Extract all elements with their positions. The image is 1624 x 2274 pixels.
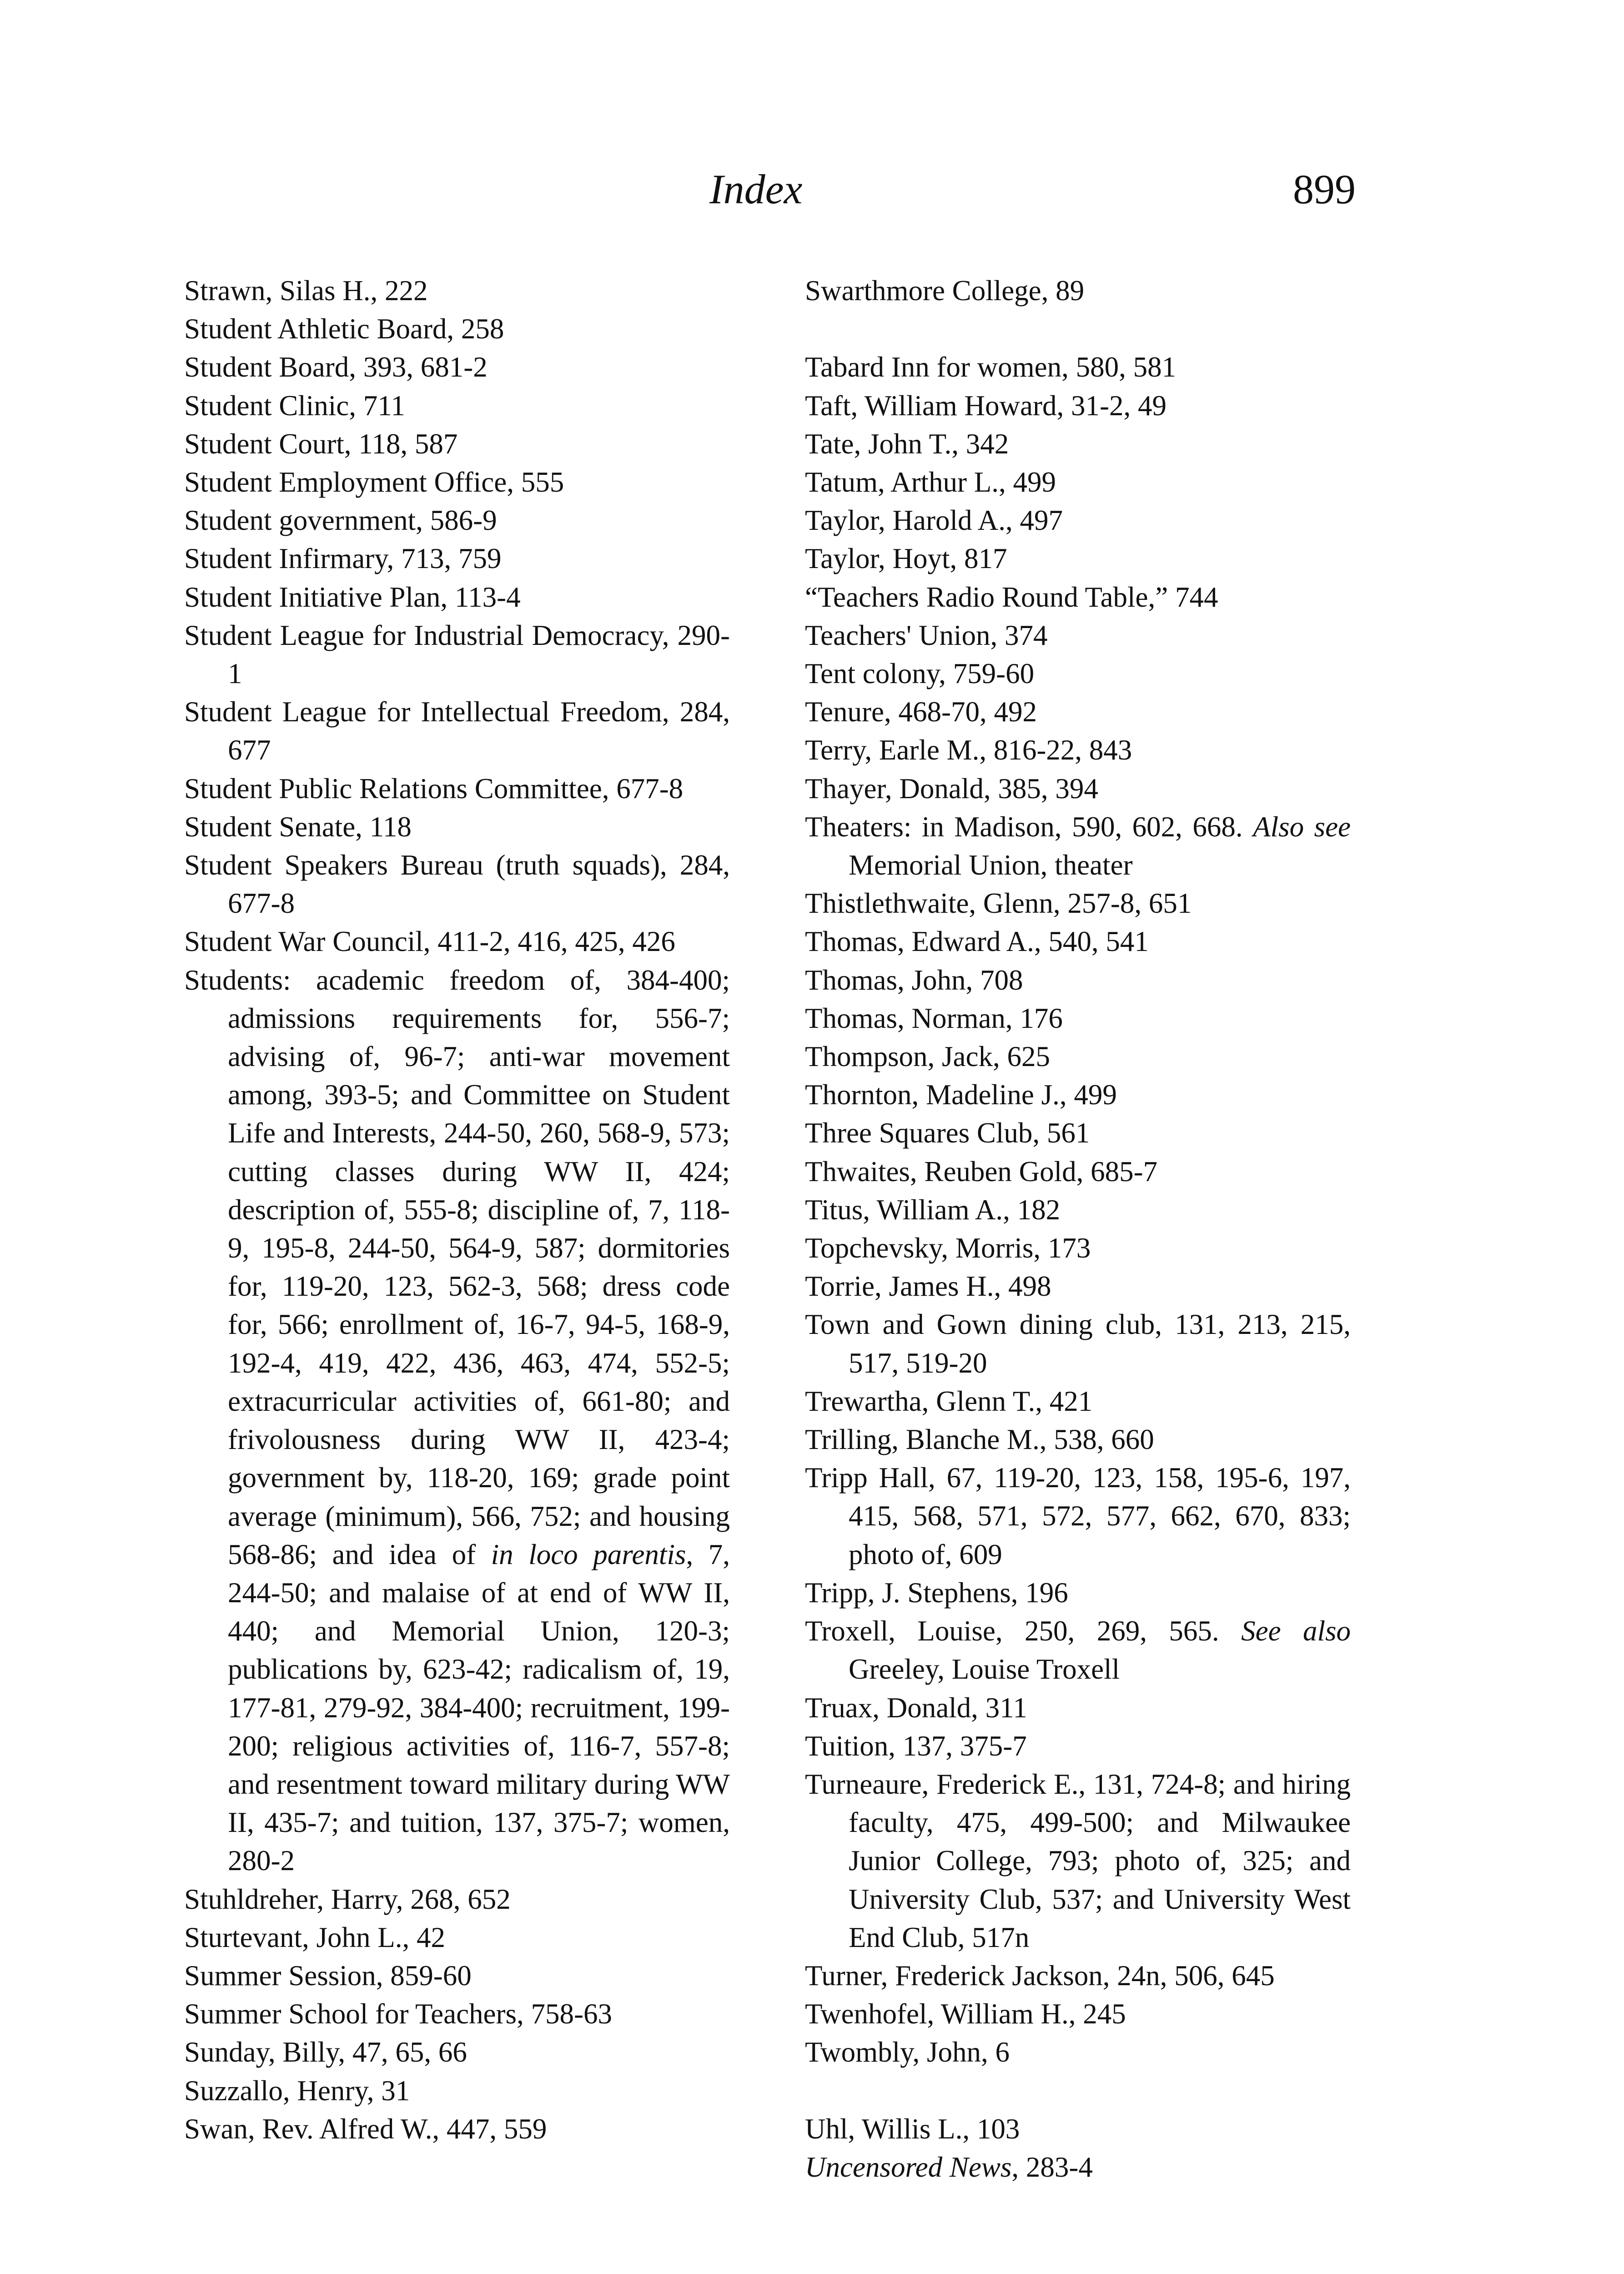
running-head-title: Index (709, 166, 803, 212)
index-entry: Titus, William A., 182 (805, 1193, 1061, 1226)
index-entry-uncensored (805, 2148, 1351, 2186)
index-entry: Student War Council, 411-2, 416, 425, 426 (184, 926, 675, 958)
index-entry: Student Athletic Board, 258 (184, 313, 504, 345)
index-entry: Taylor, Hoyt, 817 (805, 543, 1007, 575)
index-entry: Student Board, 393, 681-2 (184, 351, 488, 383)
troxell-text: Troxell, Louise, 250, 269, 565. (805, 1615, 1242, 1647)
index-entry: Tripp Hall, 67, 119-20, 123, 158, 195-6, 197, 415, 568, 571, 572, 577, 662, 670, 833; photo of, 609 (805, 1462, 1351, 1570)
index-entry-troxell (805, 1612, 1351, 1688)
index-entry: Taylor, Harold A., 497 (805, 504, 1063, 537)
index-entry: Trewartha, Glenn T., 421 (805, 1385, 1093, 1417)
index-entry: Thornton, Madeline J., 499 (805, 1079, 1117, 1111)
index-entry: Uhl, Willis L., 103 (805, 2113, 1020, 2145)
index-entry: Thompson, Jack, 625 (805, 1041, 1050, 1073)
index-entry: Torrie, James H., 498 (805, 1270, 1051, 1303)
index-entry: Twombly, John, 6 (805, 2036, 1010, 2068)
index-column-left (184, 272, 730, 2148)
index-entry: Taft, William Howard, 31-2, 49 (805, 389, 1166, 422)
troxell-reference: Greeley, Louise Troxell (849, 1653, 1120, 1685)
index-entry: Topchevsky, Morris, 173 (805, 1232, 1091, 1264)
index-entry: Tate, John T., 342 (805, 428, 1009, 460)
index-entry: Three Squares Club, 561 (805, 1117, 1090, 1149)
index-entry-students (184, 961, 730, 1880)
students-italic-phrase: in loco parentis (491, 1538, 686, 1570)
page-number: 899 (1293, 166, 1356, 212)
index-entry: Strawn, Silas H., 222 (184, 275, 428, 307)
index-entry: Tatum, Arthur L., 499 (805, 466, 1056, 498)
index-entry: Stuhldreher, Harry, 268, 652 (184, 1883, 511, 1915)
index-entry: Tuition, 137, 375-7 (805, 1730, 1027, 1762)
index-entry: Student Speakers Bureau (truth squads), 284, 677-8 (184, 849, 730, 920)
index-entry: Thayer, Donald, 385, 394 (805, 772, 1098, 805)
index-entry: Student Infirmary, 713, 759 (184, 543, 502, 575)
index-entry: Thomas, Edward A., 540, 541 (805, 926, 1149, 958)
index-entry: Town and Gown dining club, 131, 213, 215, 517, 519-20 (805, 1308, 1351, 1379)
index-entry: Teachers' Union, 374 (805, 619, 1048, 651)
students-text-part1: Students: academic freedom of, 384-400; admissions requirements for, 556-7; advising of, 96-7; anti-war movement among, 393-5; and Committee on Student Life and Interests, 244-50, 260, 568-9, 573; cutting classes during WW II, 424; description of, 555-8; discipline of, 7, 118-9, 195-8, 244-50, 564-9, 587; dormitories for, 119-20, 123, 562-3, 568; dress code for, 566; enrollment of, 16-7, 94-5, 168-9, 192-4, 419, 422, 436, 463, 474, 552-5; extracurricular activities of, 661-80; and frivolousness during WW II, 423-4; government by, 118-20, 169; grade point average (minimum), 566, 752; and housing 568-86; and idea of (184, 964, 730, 1570)
index-entry: “Teachers Radio Round Table,” 744 (805, 581, 1218, 613)
index-entry: Truax, Donald, 311 (805, 1691, 1027, 1724)
index-entry: Tent colony, 759-60 (805, 658, 1035, 690)
students-text-part2: , 7, 244-50; and malaise of at end of WW II, 440; and Memorial Union, 120-3; publications by, 623-42; radicalism of, 19, 177-81, 279-92, 384-400; recruitment, 199-200; religious activities of, 116-7, 557-8; and resentment toward military during WW II, 435-7; and tuition, 137, 375-7; women, 280-2 (228, 1538, 730, 1877)
index-entry: Turneaure, Frederick E., 131, 724-8; and hiring faculty, 475, 499-500; and Milwaukee Junior College, 793; photo of, 325; and University Club, 537; and University West End Club, 517n (805, 1768, 1351, 1953)
index-entry: Student Public Relations Committee, 677-8 (184, 772, 684, 805)
index-entry: Thomas, Norman, 176 (805, 1002, 1063, 1034)
index-entry: Student Senate, 118 (184, 810, 412, 843)
cross-reference-also-see: Also see (1253, 810, 1351, 843)
index-entry: Suzzallo, Henry, 31 (184, 2074, 410, 2107)
theaters-reference: Memorial Union, theater (849, 849, 1133, 881)
letter-group-gap (805, 310, 1351, 348)
index-entry: Student League for Industrial Democracy, 290-1 (184, 619, 730, 690)
index-entry: Tripp, J. Stephens, 196 (805, 1576, 1068, 1609)
index-entry: Sunday, Billy, 47, 65, 66 (184, 2036, 467, 2068)
cross-reference-see-also: See also (1241, 1615, 1351, 1647)
index-entry: Student Employment Office, 555 (184, 466, 564, 498)
index-entry: Swan, Rev. Alfred W., 447, 559 (184, 2113, 547, 2145)
index-entry: Student Clinic, 711 (184, 389, 405, 422)
index-entry: Summer School for Teachers, 758-63 (184, 1998, 612, 2030)
index-entry-theaters (805, 808, 1351, 884)
letter-group-gap (805, 2072, 1351, 2110)
uncensored-title: Uncensored News (805, 2151, 1012, 2183)
index-entry: Student League for Intellectual Freedom, 284, 677 (184, 696, 730, 766)
theaters-text: Theaters: in Madison, 590, 602, 668. (805, 810, 1253, 843)
index-entry: Student Court, 118, 587 (184, 428, 458, 460)
index-entry: Thomas, John, 708 (805, 964, 1023, 996)
index-entry: Student government, 586-9 (184, 504, 497, 537)
index-entry: Swarthmore College, 89 (805, 275, 1085, 307)
index-entry: Trilling, Blanche M., 538, 660 (805, 1424, 1154, 1456)
index-entry: Twenhofel, William H., 245 (805, 1998, 1126, 2030)
index-entry: Thistlethwaite, Glenn, 257-8, 651 (805, 887, 1192, 920)
index-entry: Student Initiative Plan, 113-4 (184, 581, 521, 613)
index-entry: Summer Session, 859-60 (184, 1959, 472, 1992)
index-entry: Terry, Earle M., 816-22, 843 (805, 734, 1132, 766)
index-entry: Thwaites, Reuben Gold, 685-7 (805, 1155, 1158, 1187)
index-entry: Turner, Frederick Jackson, 24n, 506, 645 (805, 1959, 1275, 1992)
index-entry: Tabard Inn for women, 580, 581 (805, 351, 1177, 383)
index-column-right (805, 272, 1351, 2186)
index-entry: Sturtevant, John L., 42 (184, 1921, 445, 1953)
index-entry: Tenure, 468-70, 492 (805, 696, 1037, 728)
uncensored-pages: , 283-4 (1011, 2151, 1093, 2183)
